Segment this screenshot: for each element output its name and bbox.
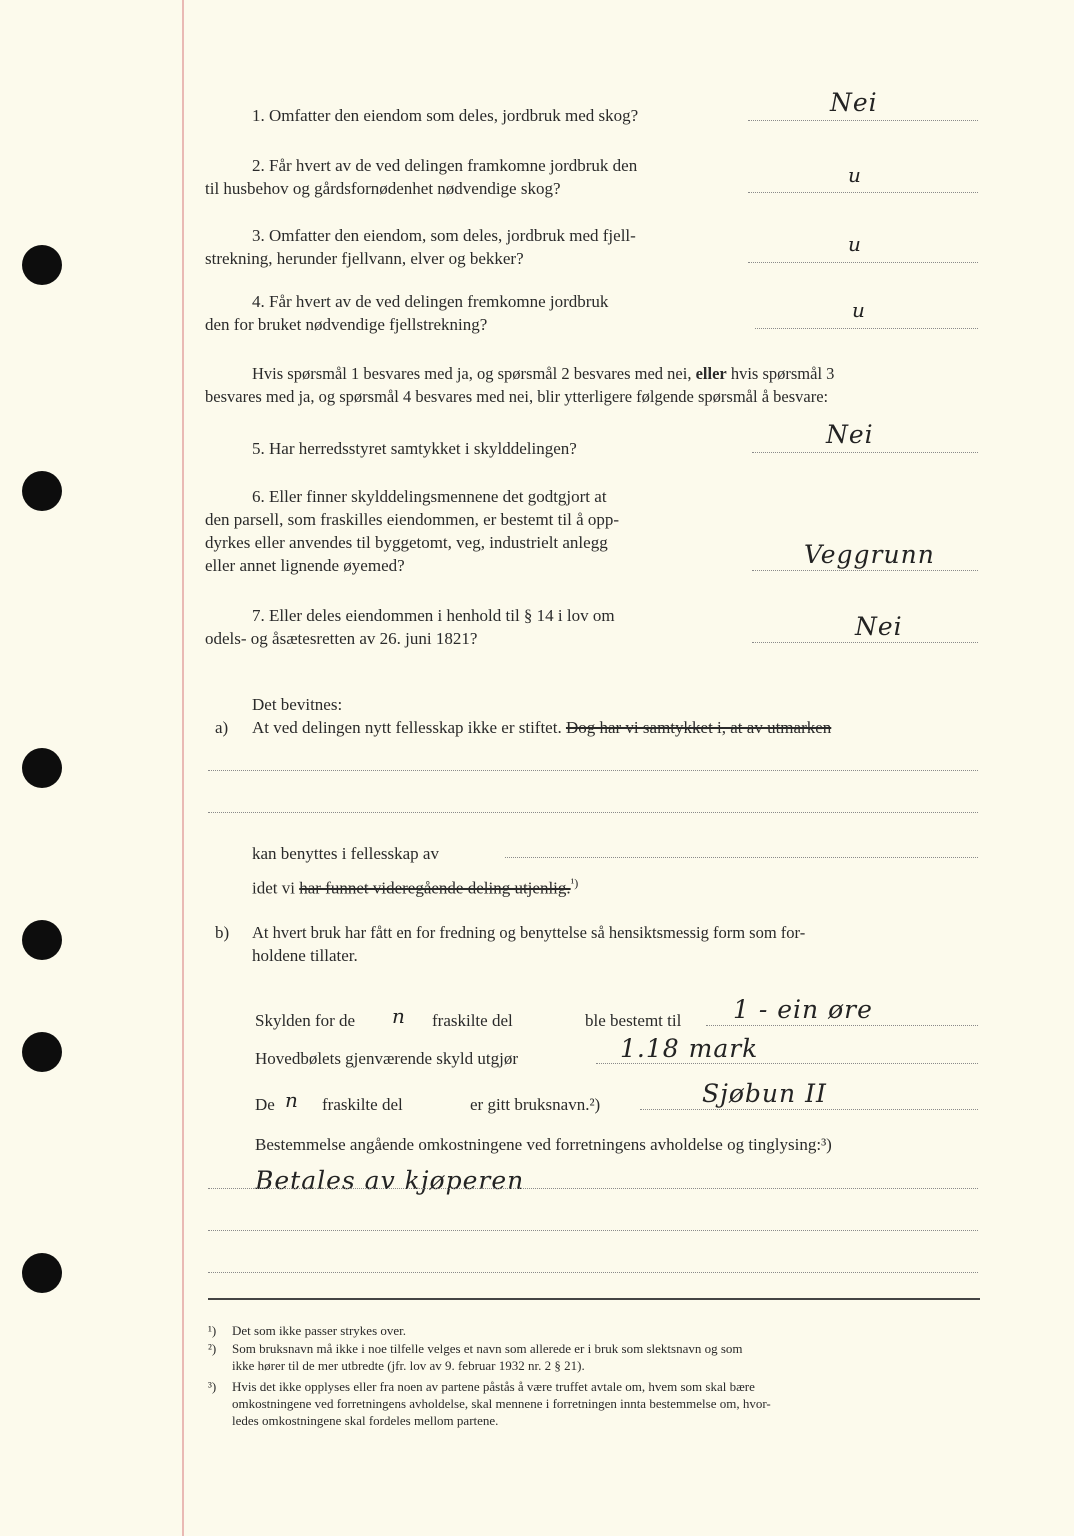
binder-hole [22,1032,62,1072]
fill-line [505,857,978,858]
footnote-3-mark: ³) [208,1379,217,1394]
question-4-cont: den for bruket nødvendige fjellstrekning? [205,315,488,334]
question-number: 5. [252,439,265,458]
item-b-label: b) [215,923,230,942]
footnote-1-mark: ¹) [208,1323,217,1338]
skyld-label-3: ble bestemt til [585,1011,682,1030]
question-number: 1. [252,106,265,125]
footnote-2-mark: ²) [208,1341,217,1356]
footnote-2-text: Som bruksnavn må ikke i noe tilfelle velges et navn som allerede er i bruk som slektsnavn og som [232,1341,743,1356]
bruksnavn-handwritten-mark: n [285,1088,299,1112]
idet-line: idet vi har funnet videregående deling utjenlig.$^{^1)}$ [252,876,579,898]
binder-hole [22,748,62,788]
footnote-3-text: ledes omkostningene skal fordeles mellom partene. [232,1413,499,1428]
answer-line [752,570,978,571]
question-text: Eller deles eiendommen i henhold til § 14 i lov om [269,606,615,625]
question-4 [252,291,608,313]
answer-7-handwritten: Nei [855,612,903,641]
bruksnavn-label-2: fraskilte del [322,1095,403,1114]
question-number: 7. [252,606,265,625]
bevitnes-heading: Det bevitnes: [252,695,343,714]
answer-3-handwritten: u [848,232,862,256]
question-number: 3. [252,226,265,245]
answer-6-handwritten: Veggrunn [804,540,935,569]
footnote-separator [208,1298,980,1300]
footnote-3-text: Hvis det ikke opplyses eller fra noen av partene påstås å være truffet avtale om, hvem som skal bære [232,1379,755,1394]
hovedbol-label: Hovedbølets gjenværende skyld utgjør [255,1049,518,1068]
question-text: Omfatter den eiendom, som deles, jordbruk med fjell- [269,226,636,245]
answer-line [752,642,978,643]
item-b-text: At hvert bruk har fått en for fredning og benyttelse så hensiktsmessig form som for- [252,923,806,942]
margin-rule [182,0,184,1536]
question-7 [252,605,615,627]
bruksnavn-label-3: er gitt bruksnavn.²) [470,1095,601,1114]
condition-line-2: besvares med ja, og spørsmål 4 besvares med nei, blir ytterligere følgende spørsmål å besvare: [205,387,829,406]
fill-line [208,770,978,771]
question-2 [252,155,637,177]
answer-4-handwritten: u [852,298,866,322]
binder-hole [22,1253,62,1293]
skyld-label-2: fraskilte del [432,1011,513,1030]
question-1 [252,105,638,127]
question-text: Får hvert av de ved delingen fremkomne jordbruk [269,292,609,311]
omkostning-answer-handwritten: Betales av kjøperen [255,1166,525,1195]
hovedbol-answer-handwritten: 1.18 mark [620,1034,759,1063]
binder-hole [22,471,62,511]
binder-hole [22,920,62,960]
item-a-label: a) [215,718,229,737]
bruksnavn-label: De [255,1095,275,1114]
skyld-answer-handwritten: 1 - ein øre [733,995,873,1024]
footnote-1-text: Det som ikke passer strykes over. [232,1323,407,1338]
question-text: Omfatter den eiendom som deles, jordbruk med skog? [269,106,639,125]
answer-2-handwritten: u [848,163,862,187]
question-3-cont: strekning, herunder fjellvann, elver og bekker? [205,249,524,268]
omkostning-label: Bestemmelse angående omkostningene ved forretningens avholdelse og tinglysing:³) [255,1135,832,1154]
fill-line [208,1230,978,1231]
question-text: Får hvert av de ved delingen framkomne jordbruk den [269,156,638,175]
answer-1-handwritten: Nei [830,88,878,117]
item-a [252,717,831,739]
question-5 [252,438,577,460]
question-2-cont: til husbehov og gårdsfornødenhet nødvendige skog? [205,179,561,198]
question-number: 2. [252,156,265,175]
question-6-cont: dyrkes eller anvendes til byggetomt, veg, industrielt anlegg [205,533,608,552]
answer-line [755,328,978,329]
condition-line-1: Hvis spørsmål 1 besvares med ja, og spørsmål 2 besvares med nei, eller hvis spørsmål 3 [252,364,835,383]
item-b-cont: holdene tillater. [252,946,358,965]
question-text: Har herredsstyret samtykket i skylddelingen? [269,439,577,458]
answer-line [748,192,978,193]
idet-struck-text: har funnet videregående deling utjenlig. [299,878,571,898]
question-6-cont: eller annet lignende øyemed? [205,556,405,575]
question-6 [252,486,607,508]
footnote-2-text: ikke hører til de mer utbredte (jfr. lov av 9. februar 1932 nr. 2 § 21). [232,1358,585,1373]
item-a-struck-text: Dog har vi samtykket i, at av utmarken [565,718,832,737]
skyld-handwritten-mark: n [392,1004,406,1028]
footnote-3-text: omkostningene ved forretningens avholdelse, skal mennene i forretningen innta bestemmelse om, hvor- [232,1396,771,1411]
answer-5-handwritten: Nei [826,420,874,449]
answer-line [748,120,978,121]
binder-hole [22,245,62,285]
question-6-cont: den parsell, som fraskilles eiendommen, er bestemt til å opp- [205,510,620,529]
fill-line [208,1272,978,1273]
question-text: Eller finner skylddelingsmennene det godtgjort at [269,487,607,506]
bruksnavn-answer-handwritten: Sjøbun II [702,1079,827,1108]
answer-line [640,1109,978,1110]
item-a-text: At ved delingen nytt fellesskap ikke er stiftet. [252,718,562,737]
kan-line: kan benyttes i fellesskap av [252,844,439,863]
fill-line [208,1188,978,1189]
fill-line [208,812,978,813]
answer-line [596,1063,978,1064]
question-7-cont: odels- og åsætesretten av 26. juni 1821? [205,629,478,648]
question-number: 6. [252,487,265,506]
answer-line [752,452,978,453]
answer-line [706,1025,978,1026]
question-3 [252,225,636,247]
question-number: 4. [252,292,265,311]
answer-line [748,262,978,263]
skyld-label: Skylden for de [255,1011,356,1030]
